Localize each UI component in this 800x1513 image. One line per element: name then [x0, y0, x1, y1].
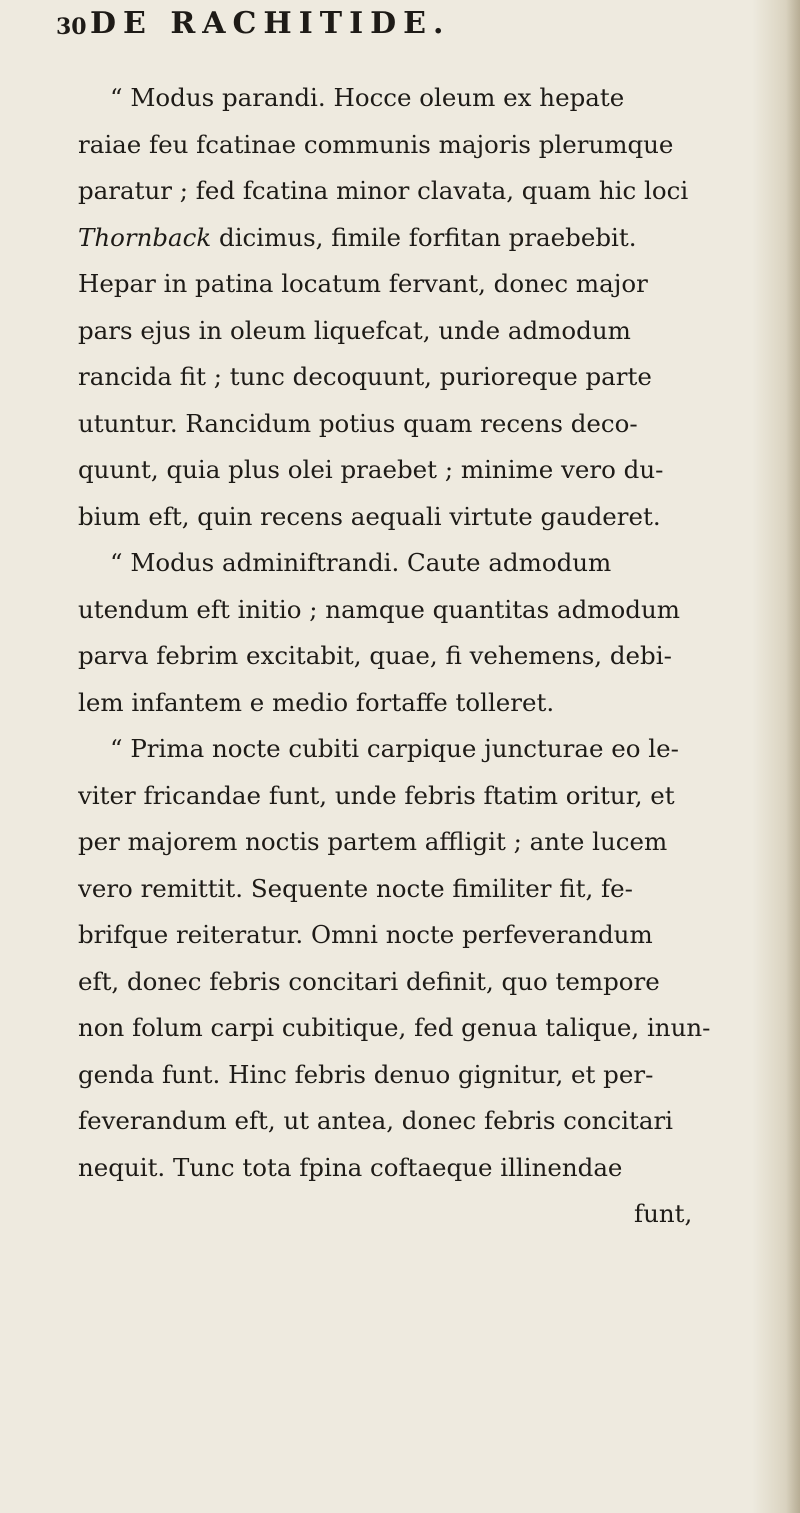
- text-line: rancida fit ; tunc decoquunt, purioreque parte: [78, 362, 652, 391]
- body-text: [78, 75, 790, 1238]
- text-run: dicimus, fimile forfitan praebebit.: [211, 222, 637, 252]
- text-line: lem infantem e medio fortaffe tolleret.: [78, 687, 555, 717]
- text-line: “ Modus parandi. Hocce oleum ex hepate: [110, 83, 625, 112]
- text-line: nequit. Tunc tota fpina coftaeque illinendae: [78, 1152, 623, 1182]
- text-line: pars ejus in oleum liquefcat, unde admodum: [78, 315, 631, 345]
- text-line: parva febrim excitabit, quae, fi vehemens, debi-: [78, 641, 672, 670]
- text-line: viter fricandae funt, unde febris ftatim oritur, et: [78, 780, 675, 810]
- page-number: 30: [56, 14, 87, 40]
- text-line: per majorem noctis partem affligit ; ante lucem: [78, 827, 668, 856]
- text-line: “ Prima nocte cubiti carpique juncturae eo le-: [110, 734, 679, 763]
- text-line: bium eft, quin recens aequali virtute gauderet.: [78, 501, 661, 531]
- text-line: utuntur. Rancidum potius quam recens deco-: [78, 408, 638, 438]
- catchword: funt,: [634, 1199, 693, 1228]
- text-line: genda funt. Hinc febris denuo gignitur, et per-: [78, 1059, 654, 1089]
- text-line: brifque reiteratur. Omni nocte perfeverandum: [78, 920, 653, 949]
- text-line: paratur ; fed fcatina minor clavata, quam hic loci: [78, 176, 689, 205]
- text-line: “ Modus adminiftrandi. Caute admodum: [110, 548, 612, 577]
- text-line: eft, donec febris concitari definit, quo tempore: [78, 966, 660, 996]
- text-line: quunt, quia plus olei praebet ; minime vero du-: [78, 455, 664, 484]
- text-line: [78, 215, 790, 262]
- text-line: feverandum eft, ut antea, donec febris concitari: [78, 1106, 673, 1135]
- text-line: vero remittit. Sequente nocte fimiliter fit, fe-: [78, 873, 633, 903]
- text-line: raiae feu fcatinae communis majoris plerumque: [78, 129, 674, 159]
- running-title: DE RACHITIDE.: [90, 6, 451, 41]
- text-line: non folum carpi cubitique, fed genua talique, inun-: [78, 1013, 711, 1042]
- page-edge-shadow: [786, 0, 800, 1513]
- page-header: [56, 6, 756, 46]
- text-line: utendum eft initio ; namque quantitas admodum: [78, 594, 680, 624]
- text-line: Hepar in patina locatum fervant, donec major: [78, 269, 648, 298]
- emphasized-term: Thornback: [78, 222, 212, 252]
